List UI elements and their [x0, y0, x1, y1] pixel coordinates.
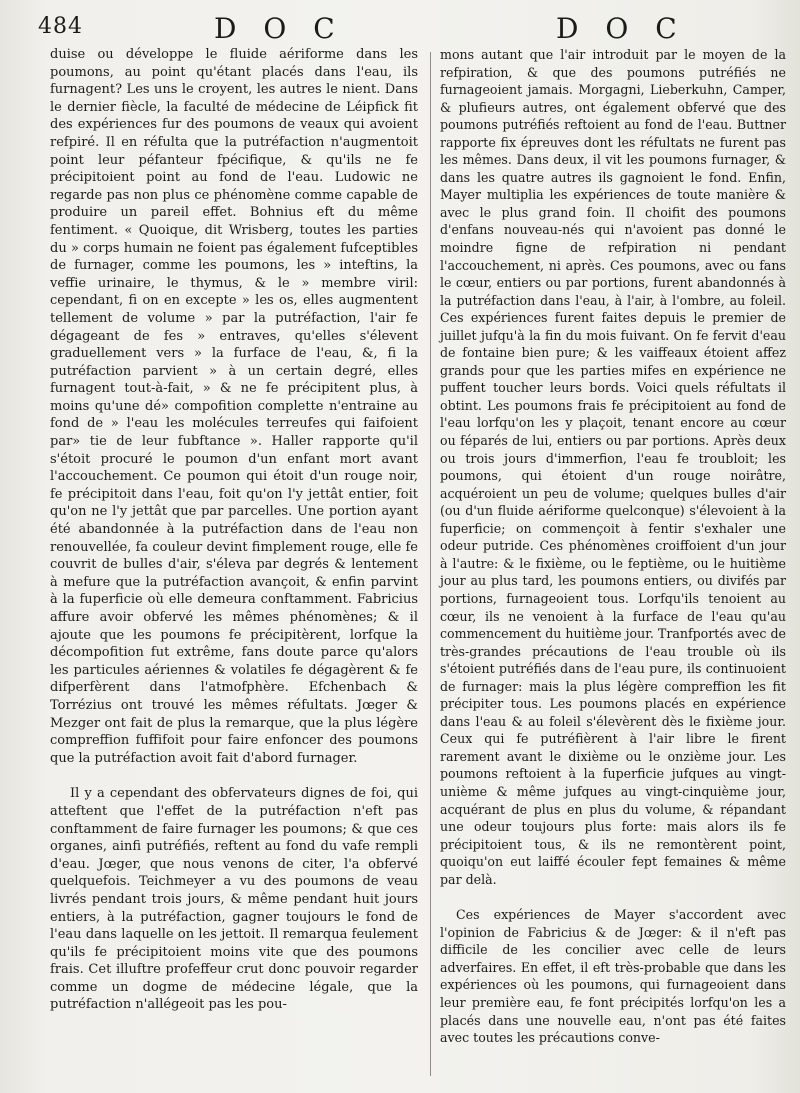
right-column [440, 46, 786, 1047]
paragraph: mons autant que l'air introduit par le moyen de la refpiration, & que des poumons putréfiés ne furnageoient jamais. Morgagni, Lieberkuhn, Camper, & plufieurs autres, ont également obfervé que des poumons putréfiés reftoient au fond de l'eau. Buttner rapporte fix épreuves dont les réfultats ne furent pas les mêmes. Dans deux, il vit les poumons furnager, & dans les quatre autres ils gagnoient le fond. Enfin, Mayer multiplia les expériences de toute manière & avec le plus grand foin. Il choifit des poumons d'enfans nouveau-nés qui n'avoient pas donné le moindre figne de refpiration ni pendant l'accouchement, ni après. Ces poumons, avec ou fans le cœur, entiers ou par portions, furent abandonnés à la putréfaction dans l'eau, à l'air, à l'ombre, au foleil. Ces expériences furent faites depuis le premier de juillet jufqu'à la fin du mois fuivant. On fe fervit d'eau de fontaine bien pure; & les vaiffeaux étoient affez grands pour que les parties mifes en expérience ne puffent toucher leurs bords. Voici quels réfultats il obtint. Les poumons frais fe précipitoient au fond de l'eau lorfqu'on les y plaçoit, tenant encore au cœur ou féparés de lui, entiers ou par portions. Après deux ou trois jours d'immerfion, l'eau fe troubloit; les poumons, qui étoient d'un rouge noirâtre, acquéroient un peu de volume; quelques bulles d'air (ou d'un fluide aériforme quelconque) s'élevoient à la fuperficie; on commençoit à fentir s'exhaler une odeur putride. Ces phénomènes croiffoient d'un jour à l'autre: & le fixième, ou le feptième, ou le huitième jour au plus tard, les poumons entiers, ou divifés par portions, furnageoient tous. Lorfqu'ils tenoient au cœur, ils ne venoient à la furface de l'eau qu'au commencement du huitième jour. Tranfportés avec de très-grandes précautions de l'eau trouble où ils s'étoient putréfiés dans de l'eau pure, ils continuoient de furnager: mais la plus légère compreffion les fit précipiter tous. Les poumons placés en expérience dans l'eau & au foleil s'élevèrent dès le fixième jour. Ceux qui fe putréfièrent à l'air libre le firent rarement avant le dixième ou le onzième jour. Les poumons reftoient à la fuperficie jufques au vingt-unième & même jufques au vingt-cinquième jour, acquérant de plus en plus du volume, & répandant une odeur toujours plus forte: mais alors ils fe précipitoient tous, & ils ne remontèrent point, quoiqu'on eut laiffé écouler fept femaines & même par delà. [440, 47, 786, 887]
paragraph: Ces expériences de Mayer s'accordent avec l'opinion de Fabricius & de Jœger: & il n'eft pas difficile de les concilier avec celle de leurs adverfaires. En effet, il eft très-probable que dans les expériences où les poumons, qui furnageoient dans leur première eau, fe font précipités lorfqu'on les a placés dans une nouvelle eau, n'ont pas été faites avec toutes les précautions conve- [440, 907, 786, 1046]
page-number: 484 [38, 14, 83, 39]
page-header [0, 10, 800, 50]
paragraph: duise ou développe le fluide aériforme dans les poumons, au point qu'étant placés dans l'eau, ils furnagent? Les uns le croyent, les autres le nient. Dans le dernier fiècle, la faculté de médecine de Léipfick fit des expériences fur des poumons de veaux qui avoient refpiré. Il en réfulta que la putréfaction n'augmentoit point leur péfanteur fpécifique, & qu'ils ne fe précipitoient point au fond de l'eau. Ludowic ne regarde pas non plus ce phénomène comme capable de produire un pareil effet. Bohnius eft du même fentiment. « Quoique, dit Wrisberg, toutes les parties du » corps humain ne foient pas également fufceptibles de furnager, comme les poumons, les » inteftins, la veffie urinaire, le thymus, & le » membre viril: cependant, fi on en excepte » les os, elles augmentent tellement de volume » par la putréfaction, l'air fe dégageant de fes » entraves, qu'elles s'élevent graduellement vers » la furface de l'eau, &, fi la putréfaction parvient » à un certain degré, elles furnagent tout-à-fait, » & ne fe précipitent plus, à moins qu'une dé» compofition complette n'entraine au fond de » l'eau les molécules terreufes qui faifoient par» tie de leur fubftance ». Haller rapporte qu'il s'étoit procuré le poumon d'un enfant mort avant l'accouchement. Ce poumon qui étoit d'un rouge noir, fe précipitoit dans l'eau, foit qu'on l'y jettât entier, foit qu'on ne l'y jettât que par parcelles. Une portion ayant été abandonnée à la putréfaction dans de l'eau non renouvellée, fa couleur devint fimplement rouge, elle fe couvrit de bulles d'air, s'éleva par degrés & lentement à mefure que la putréfaction avançoit, & enfin parvint à la fuperficie où elle demeura conftamment. Fabricius affure avoir obfervé les mêmes phénomènes; & il ajoute que les poumons fe précipitèrent, lorfque la décompofition fut extrême, fans doute parce qu'alors les particules aériennes & volatiles fe dégagèrent & fe difperfèrent dans l'atmofphère. Efchenbach & Torrézius ont trouvé les mêmes réfultats. Jœger & Mezger ont fait de plus la remarque, que la plus légère compreffion fuffifoit pour faire enfoncer des poumons que la putréfaction avoit fait d'abord furnager. [50, 47, 418, 766]
running-head-left: D O C [214, 12, 344, 45]
left-column [50, 46, 418, 1014]
running-head-right: D O C [556, 12, 686, 45]
paragraph: Il y a cependant des obfervateurs dignes de foi, qui atteftent que l'effet de la putréfaction n'eft pas conftamment de faire furnager les poumons; & que ces organes, ainfi putréfiés, reftent au fond du vafe rempli d'eau. Jœger, que nous venons de citer, l'a obfervé quelquefois. Teichmeyer a vu des poumons de veau livrés pendant trois jours, & même pendant huit jours entiers, à la putréfaction, gagner toujours le fond de l'eau dans laquelle on les jettoit. Il remarqua feulement qu'ils fe précipitoient moins vite que des poumons frais. Cet illuftre profeffeur crut donc pouvoir regarder comme un dogme de médecine légale, que la putréfaction n'allégeoit pas les pou- [50, 786, 418, 1013]
column-divider [430, 52, 431, 1076]
